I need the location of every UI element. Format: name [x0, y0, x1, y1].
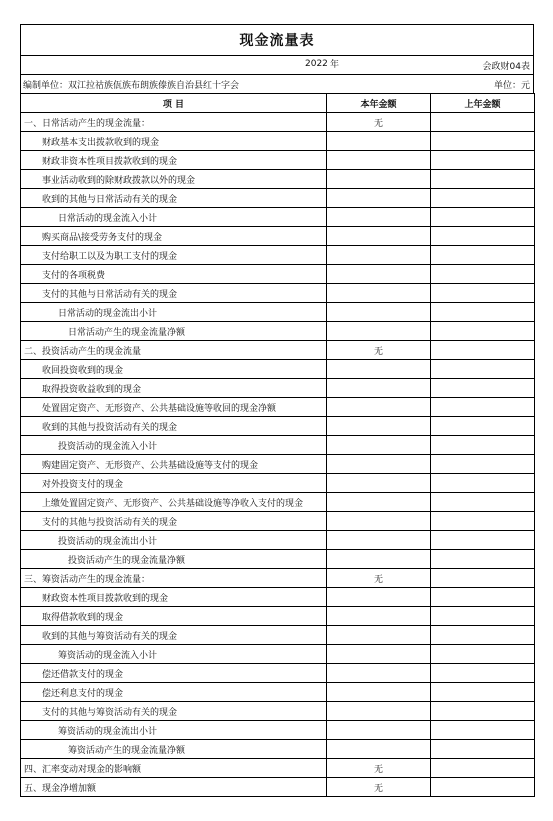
table-row	[21, 322, 535, 341]
row-label: 筹资活动产生的现金流量净额	[21, 740, 327, 759]
report-title: 现金流量表	[20, 24, 534, 55]
table-row	[21, 702, 535, 721]
table-row	[21, 531, 535, 550]
previous-year-value	[431, 436, 535, 455]
table-row	[21, 607, 535, 626]
table-row	[21, 436, 535, 455]
table-row	[21, 778, 535, 797]
table-row	[21, 512, 535, 531]
previous-year-value	[431, 322, 535, 341]
previous-year-value	[431, 721, 535, 740]
previous-year-value	[431, 227, 535, 246]
report-year: 2022	[305, 59, 328, 69]
entity-name: 编制单位：双江拉祜族佤族布朗族傣族自治县红十字会	[23, 81, 240, 91]
previous-year-value	[431, 398, 535, 417]
previous-year-value	[431, 626, 535, 645]
entity-row	[20, 74, 534, 93]
previous-year-value	[431, 265, 535, 284]
row-label: 日常活动的现金流入小计	[21, 208, 327, 227]
row-label: 财政基本支出拨款收到的现金	[21, 132, 327, 151]
previous-year-value	[431, 740, 535, 759]
row-label: 取得投资收益收到的现金	[21, 379, 327, 398]
table-row	[21, 664, 535, 683]
row-label: 四、汇率变动对现金的影响额	[21, 759, 327, 778]
current-year-value	[327, 721, 431, 740]
table-row	[21, 550, 535, 569]
previous-year-value	[431, 474, 535, 493]
previous-year-value	[431, 170, 535, 189]
current-year-value	[327, 550, 431, 569]
row-label: 购买商品\接受劳务支付的现金	[21, 227, 327, 246]
current-year-value	[327, 702, 431, 721]
current-year-value: 无	[327, 569, 431, 588]
previous-year-value	[431, 569, 535, 588]
table-row	[21, 303, 535, 322]
row-label: 支付给职工以及为职工支付的现金	[21, 246, 327, 265]
row-label: 财政资本性项目拨款收到的现金	[21, 588, 327, 607]
table-row	[21, 284, 535, 303]
table-header-row	[21, 94, 535, 113]
table-row	[21, 132, 535, 151]
row-label: 五、现金净增加额	[21, 778, 327, 797]
previous-year-value	[431, 341, 535, 360]
row-label: 投资活动的现金流入小计	[21, 436, 327, 455]
current-year-value	[327, 512, 431, 531]
table-row	[21, 398, 535, 417]
row-label: 收到的其他与筹资活动有关的现金	[21, 626, 327, 645]
previous-year-value	[431, 455, 535, 474]
row-label: 取得借款收到的现金	[21, 607, 327, 626]
previous-year-value	[431, 113, 535, 132]
table-row	[21, 151, 535, 170]
cash-flow-statement	[20, 24, 534, 797]
row-label: 筹资活动的现金流出小计	[21, 721, 327, 740]
previous-year-value	[431, 512, 535, 531]
previous-year-value	[431, 550, 535, 569]
table-row	[21, 455, 535, 474]
table-row	[21, 759, 535, 778]
row-label: 支付的各项税费	[21, 265, 327, 284]
previous-year-value	[431, 246, 535, 265]
current-year-value	[327, 170, 431, 189]
table-row	[21, 645, 535, 664]
row-label: 一、日常活动产生的现金流量：	[21, 113, 327, 132]
year-row	[20, 55, 534, 74]
previous-year-value	[431, 303, 535, 322]
table-body	[21, 113, 535, 797]
current-year-value	[327, 322, 431, 341]
table-row	[21, 360, 535, 379]
current-year-value	[327, 740, 431, 759]
previous-year-value	[431, 284, 535, 303]
current-year-value	[327, 265, 431, 284]
row-label: 收到的其他与投资活动有关的现金	[21, 417, 327, 436]
form-code: 会政财04表	[482, 62, 530, 72]
row-label: 支付的其他与日常活动有关的现金	[21, 284, 327, 303]
table-row	[21, 721, 535, 740]
row-label: 收到的其他与日常活动有关的现金	[21, 189, 327, 208]
row-label: 偿还利息支付的现金	[21, 683, 327, 702]
current-year-value: 无	[327, 113, 431, 132]
table-row	[21, 265, 535, 284]
previous-year-value	[431, 702, 535, 721]
currency-unit: 单位：元	[493, 81, 530, 91]
row-label: 上缴处置固定资产、无形资产、公共基础设施等净收入支付的现金	[21, 493, 327, 512]
table-row	[21, 189, 535, 208]
row-label: 支付的其他与筹资活动有关的现金	[21, 702, 327, 721]
current-year-value	[327, 455, 431, 474]
table-row	[21, 569, 535, 588]
current-year-value	[327, 151, 431, 170]
previous-year-value	[431, 493, 535, 512]
row-label: 日常活动产生的现金流量净额	[21, 322, 327, 341]
previous-year-value	[431, 778, 535, 797]
item-header: 项 目	[21, 94, 327, 113]
row-label: 对外投资支付的现金	[21, 474, 327, 493]
table-row	[21, 170, 535, 189]
row-label: 筹资活动的现金流入小计	[21, 645, 327, 664]
row-label: 处置固定资产、无形资产、公共基础设施等收回的现金净额	[21, 398, 327, 417]
current-year-value	[327, 227, 431, 246]
cash-flow-table	[20, 93, 535, 797]
previous-year-value	[431, 645, 535, 664]
current-year-value	[327, 626, 431, 645]
current-year-value	[327, 246, 431, 265]
previous-year-value	[431, 531, 535, 550]
table-row	[21, 588, 535, 607]
previous-year-value	[431, 588, 535, 607]
row-label: 日常活动的现金流出小计	[21, 303, 327, 322]
row-label: 投资活动产生的现金流量净额	[21, 550, 327, 569]
previous-year-value	[431, 417, 535, 436]
current-year-value	[327, 189, 431, 208]
row-label: 偿还借款支付的现金	[21, 664, 327, 683]
current-year-value	[327, 132, 431, 151]
row-label: 收回投资收到的现金	[21, 360, 327, 379]
previous-year-value	[431, 151, 535, 170]
table-row	[21, 208, 535, 227]
table-row	[21, 740, 535, 759]
row-label: 事业活动收到的除财政拨款以外的现金	[21, 170, 327, 189]
current-year-value	[327, 360, 431, 379]
table-row	[21, 341, 535, 360]
previous-year-value	[431, 189, 535, 208]
current-year-value: 无	[327, 778, 431, 797]
row-label: 财政非资本性项目拨款收到的现金	[21, 151, 327, 170]
current-year-value	[327, 474, 431, 493]
current-year-header: 本年金额	[327, 94, 431, 113]
current-year-value	[327, 436, 431, 455]
current-year-value	[327, 398, 431, 417]
table-row	[21, 113, 535, 132]
year-unit: 年	[330, 60, 340, 70]
current-year-value	[327, 645, 431, 664]
current-year-value	[327, 531, 431, 550]
table-row	[21, 474, 535, 493]
previous-year-value	[431, 607, 535, 626]
previous-year-value	[431, 664, 535, 683]
table-row	[21, 626, 535, 645]
previous-year-value	[431, 683, 535, 702]
previous-year-header: 上年金额	[431, 94, 535, 113]
table-row	[21, 683, 535, 702]
current-year-value	[327, 607, 431, 626]
previous-year-value	[431, 208, 535, 227]
current-year-value	[327, 379, 431, 398]
row-label: 三、筹资活动产生的现金流量：	[21, 569, 327, 588]
row-label: 投资活动的现金流出小计	[21, 531, 327, 550]
current-year-value: 无	[327, 341, 431, 360]
current-year-value	[327, 417, 431, 436]
table-row	[21, 417, 535, 436]
current-year-value	[327, 493, 431, 512]
current-year-value	[327, 588, 431, 607]
current-year-value	[327, 303, 431, 322]
row-label: 支付的其他与投资活动有关的现金	[21, 512, 327, 531]
row-label: 购建固定资产、无形资产、公共基础设施等支付的现金	[21, 455, 327, 474]
table-row	[21, 379, 535, 398]
table-row	[21, 227, 535, 246]
row-label: 二、投资活动产生的现金流量	[21, 341, 327, 360]
current-year-value	[327, 208, 431, 227]
current-year-value	[327, 664, 431, 683]
previous-year-value	[431, 132, 535, 151]
previous-year-value	[431, 360, 535, 379]
previous-year-value	[431, 379, 535, 398]
table-row	[21, 493, 535, 512]
table-row	[21, 246, 535, 265]
previous-year-value	[431, 759, 535, 778]
current-year-value	[327, 284, 431, 303]
current-year-value: 无	[327, 759, 431, 778]
current-year-value	[327, 683, 431, 702]
